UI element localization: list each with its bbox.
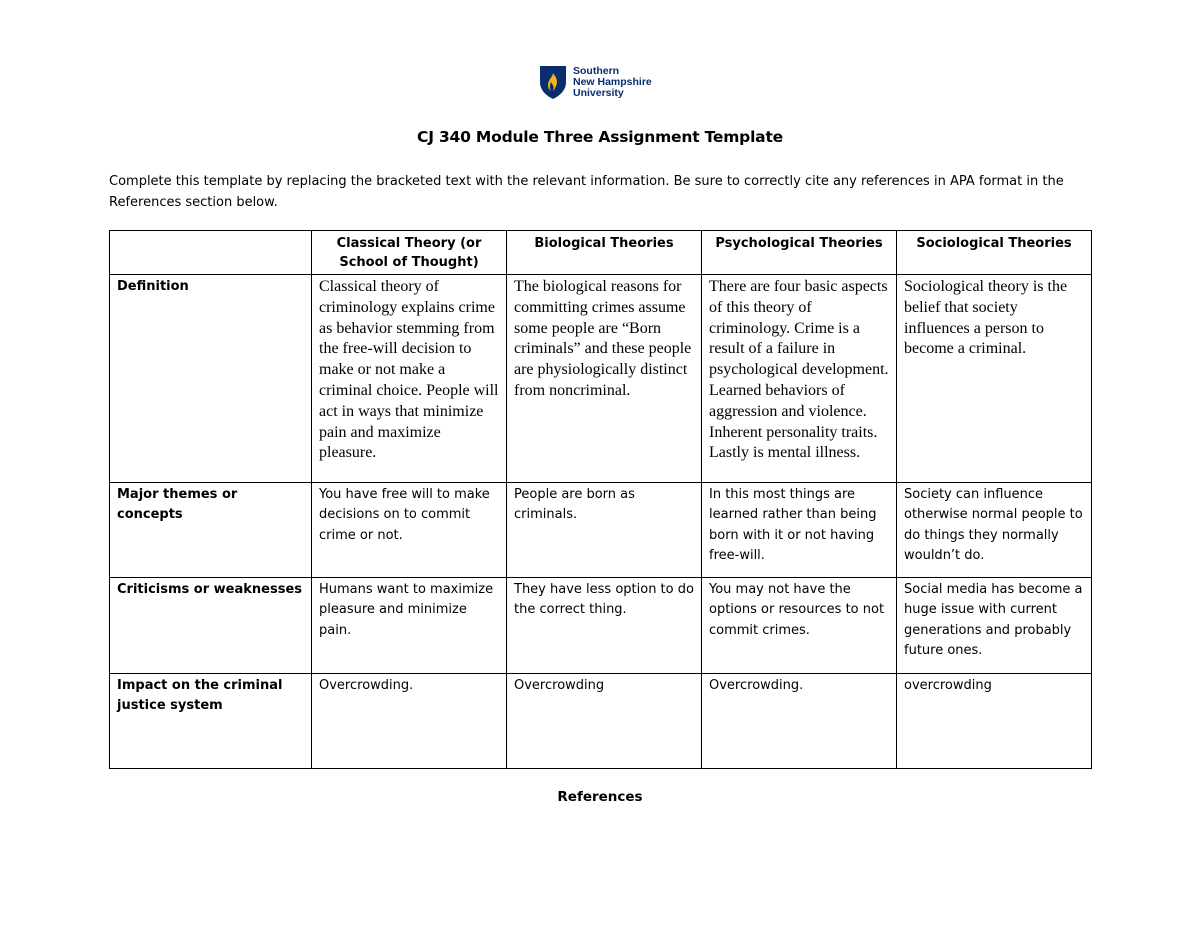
cell-criticisms-classical: Humans want to maximize pleasure and minimize pain. bbox=[312, 578, 507, 674]
instructions-paragraph: Complete this template by replacing the bracketed text with the relevant information. Be sure to correctly cite any references in APA format in the References section below. bbox=[109, 174, 1064, 210]
cell-criticisms-psychological: You may not have the options or resources to not commit crimes. bbox=[702, 578, 897, 674]
cell-impact-sociological: overcrowding bbox=[897, 674, 1092, 769]
cell-impact-classical: Overcrowding. bbox=[312, 674, 507, 769]
cell-definition-sociological: Sociological theory is the belief that society influences a person to become a criminal. bbox=[897, 275, 1092, 483]
page-title: CJ 340 Module Three Assignment Template bbox=[417, 128, 783, 146]
logo-wordmark bbox=[573, 66, 652, 99]
cell-themes-sociological: Society can influence otherwise normal people to do things they normally wouldn’t do. bbox=[897, 483, 1092, 578]
header-psychological-theories: Psychological Theories bbox=[702, 231, 897, 275]
references-heading: References bbox=[557, 789, 643, 805]
university-logo bbox=[539, 64, 652, 100]
cell-themes-biological: People are born as criminals. bbox=[507, 483, 702, 578]
cell-criticisms-sociological: Social media has become a huge issue with current generations and probably future ones. bbox=[897, 578, 1092, 674]
cell-impact-psychological: Overcrowding. bbox=[702, 674, 897, 769]
table-row-major-themes bbox=[110, 483, 1092, 578]
table-header-row bbox=[110, 231, 1092, 275]
logo-line-1: Southern bbox=[573, 64, 620, 77]
cell-definition-classical: Classical theory of criminology explains crime as behavior stemming from the free-will decision to make or not make a criminal choice. People will act in ways that minimize pain and maximize pleasure. bbox=[312, 275, 507, 483]
theories-table bbox=[109, 230, 1092, 769]
row-label-major-themes: Major themes or concepts bbox=[110, 483, 312, 578]
row-label-impact: Impact on the criminal justice system bbox=[110, 674, 312, 769]
header-cell-empty bbox=[110, 231, 312, 275]
cell-themes-classical: You have free will to make decisions on to commit crime or not. bbox=[312, 483, 507, 578]
table-row-definition bbox=[110, 275, 1092, 483]
logo-line-2: New Hampshire bbox=[573, 75, 652, 88]
cell-criticisms-biological: They have less option to do the correct thing. bbox=[507, 578, 702, 674]
table-row-impact bbox=[110, 674, 1092, 769]
row-label-definition: Definition bbox=[110, 275, 312, 483]
cell-definition-psychological: There are four basic aspects of this theory of criminology. Crime is a result of a failure in psychological development. Learned behaviors of aggression and violence. Inherent personality traits. Lastly is mental illness. bbox=[702, 275, 897, 483]
cell-themes-psychological: In this most things are learned rather than being born with it or not having free-will. bbox=[702, 483, 897, 578]
cell-impact-biological: Overcrowding bbox=[507, 674, 702, 769]
row-label-criticisms: Criticisms or weaknesses bbox=[110, 578, 312, 674]
table-row-criticisms bbox=[110, 578, 1092, 674]
header-classical-theory: Classical Theory (or School of Thought) bbox=[312, 231, 507, 275]
cell-definition-biological: The biological reasons for committing crimes assume some people are “Born criminals” and these people are physiologically distinct from noncriminal. bbox=[507, 275, 702, 483]
logo-line-3: University bbox=[573, 86, 624, 99]
header-sociological-theories: Sociological Theories bbox=[897, 231, 1092, 275]
header-biological-theories: Biological Theories bbox=[507, 231, 702, 275]
shield-flame-icon bbox=[539, 64, 567, 100]
